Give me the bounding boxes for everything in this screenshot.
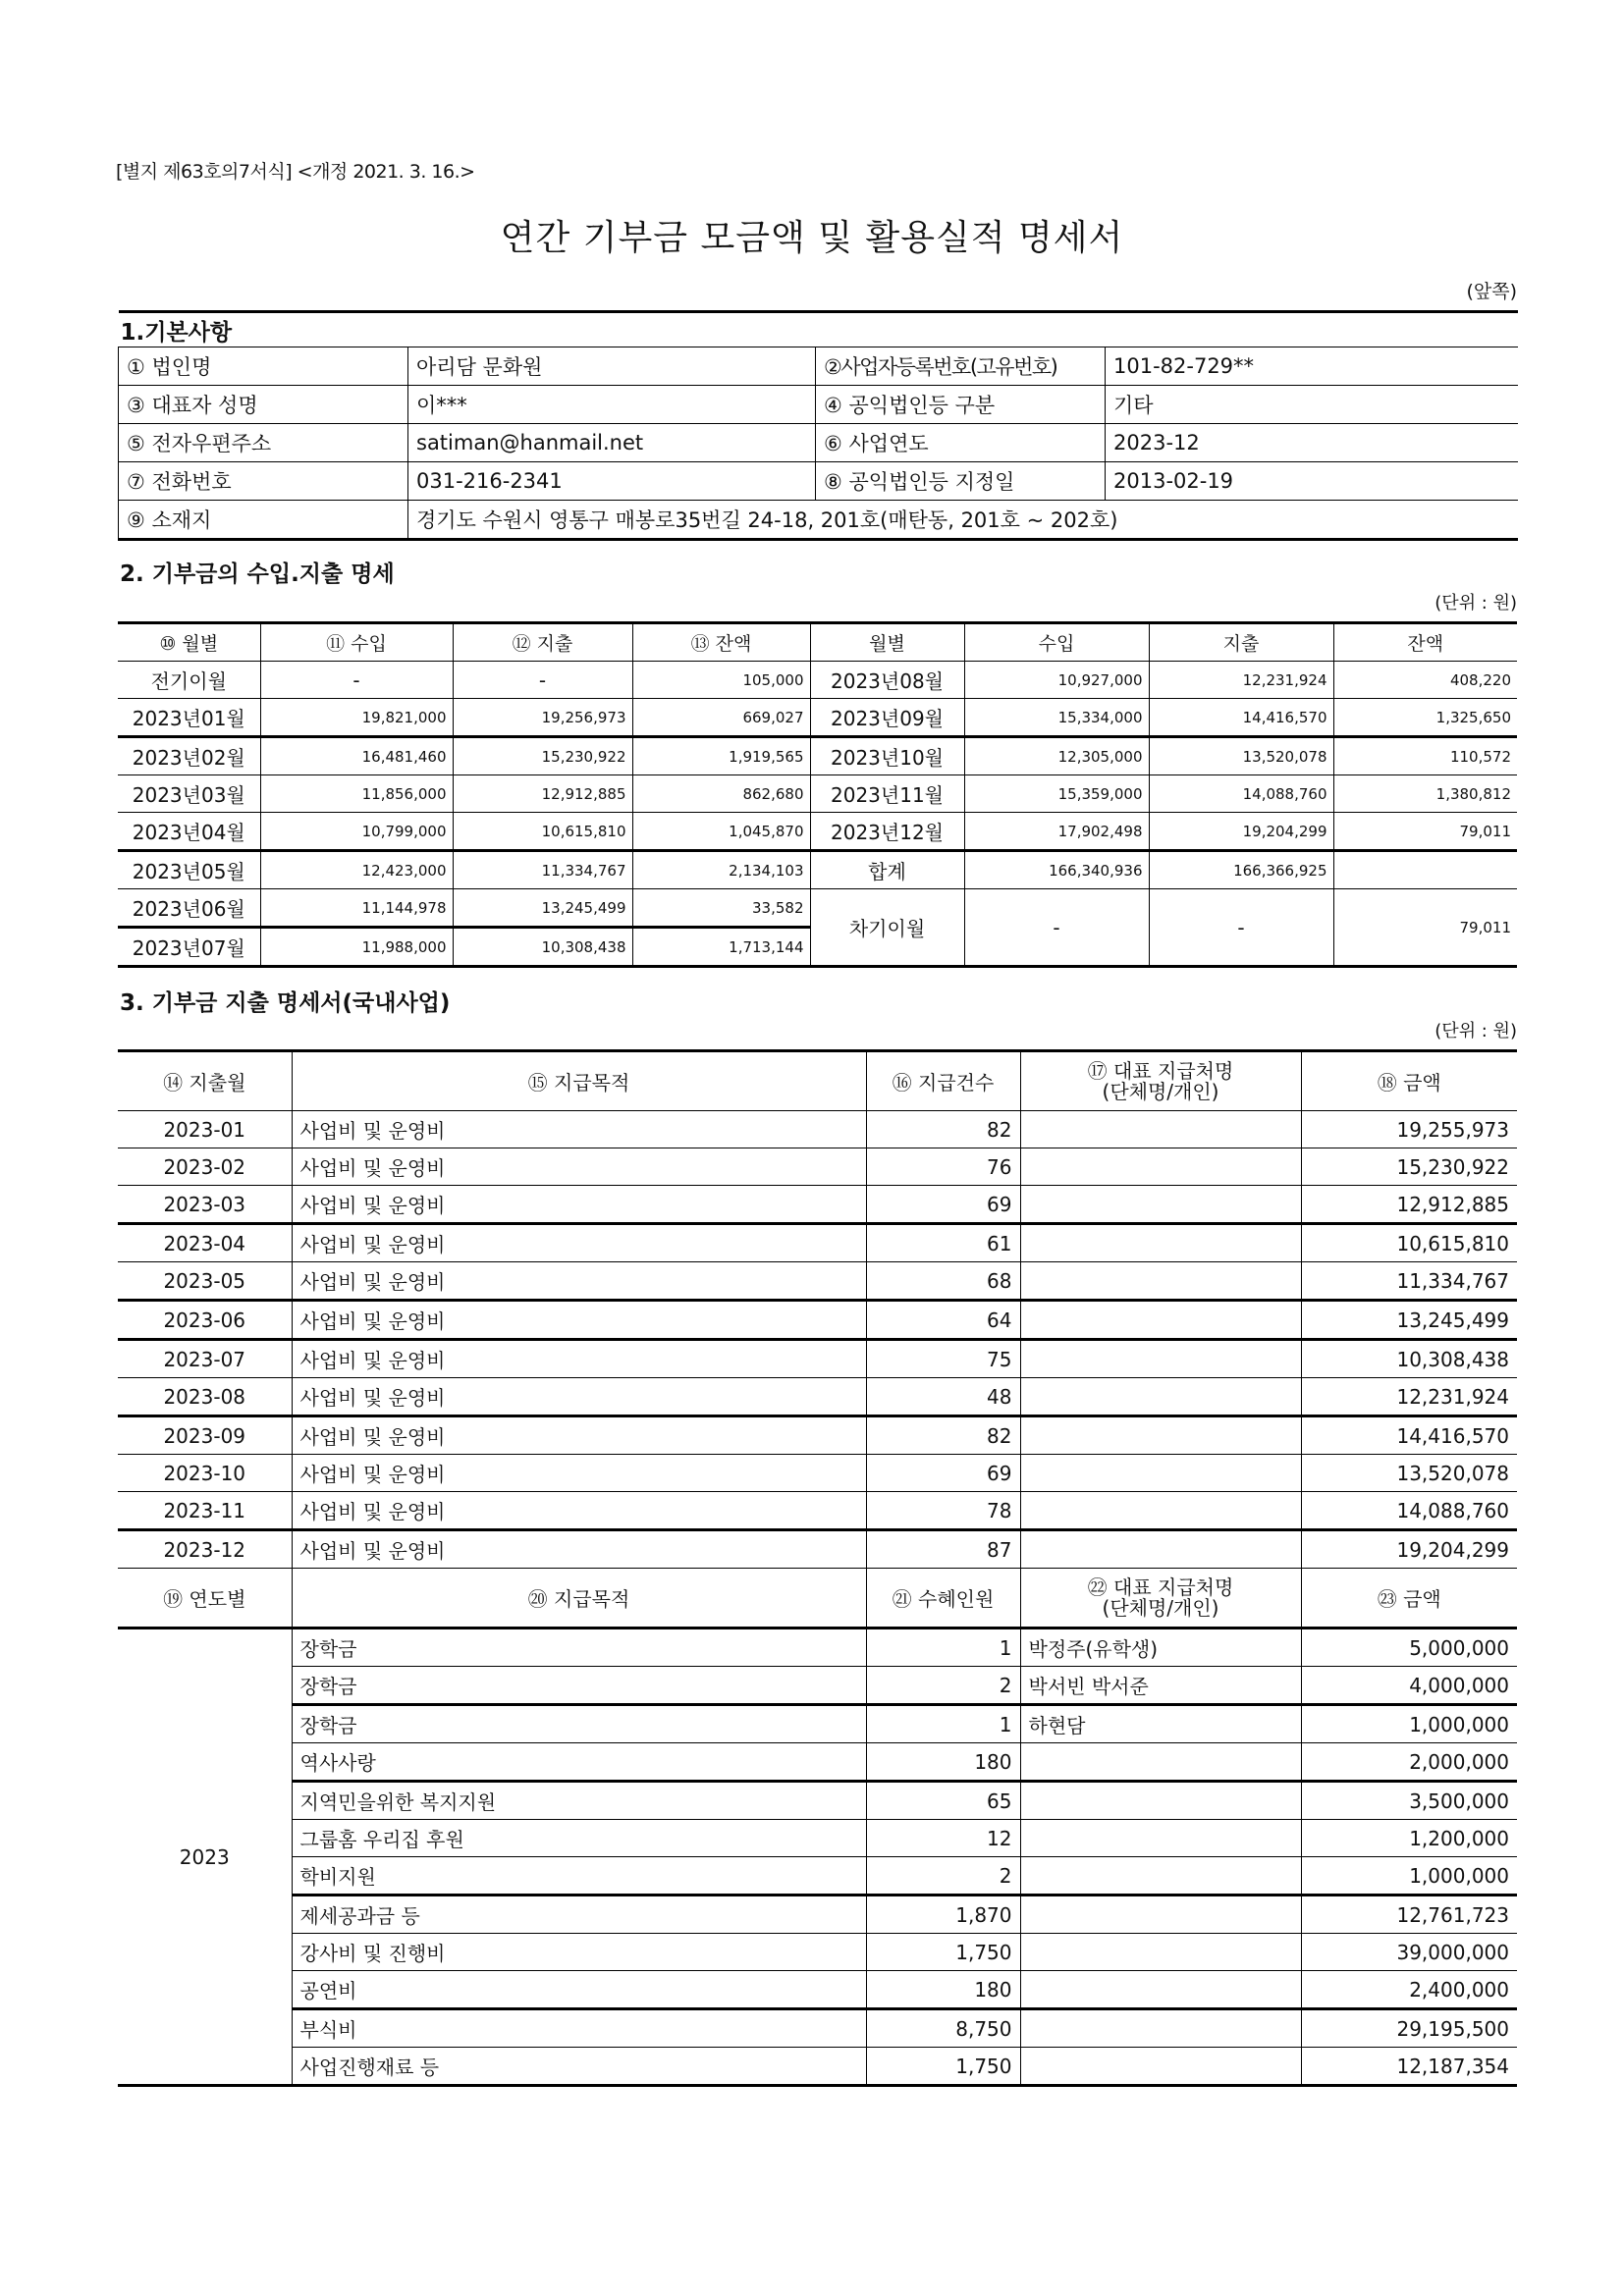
table-row xyxy=(118,1111,1517,1148)
carry-forward-balance: 79,011 xyxy=(1333,889,1517,967)
section3-unit: (단위 : 원) xyxy=(1435,1021,1517,1041)
table-row xyxy=(118,1340,1517,1378)
income-expense-table xyxy=(118,621,1517,968)
payee-cell xyxy=(1020,1262,1301,1301)
payee-cell xyxy=(1020,1340,1301,1378)
count-cell: 87 xyxy=(866,1530,1020,1569)
purpose-cell: 사업비 및 운영비 xyxy=(292,1301,866,1340)
table-row xyxy=(118,2048,1517,2086)
col-header-income: 수입 xyxy=(964,623,1149,662)
income-cell: 17,902,498 xyxy=(964,813,1149,851)
info-label: ① 법인명 xyxy=(119,347,408,386)
table-row xyxy=(118,775,1517,813)
month-cell: 전기이월 xyxy=(118,662,260,699)
address-value: 경기도 수원시 영통구 매봉로35번길 24-18, 201호(매탄동, 201호 ~ 202호) xyxy=(408,501,1518,540)
carry-forward-label: 차기이월 xyxy=(810,889,964,967)
expense-cell: 13,520,078 xyxy=(1149,737,1333,775)
address-label: ⑨ 소재지 xyxy=(119,501,408,540)
payee-cell xyxy=(1020,1934,1301,1971)
col-header-expense: 지출 xyxy=(1149,623,1333,662)
table-row xyxy=(118,1492,1517,1530)
col-header-expense: ⑫ 지출 xyxy=(453,623,632,662)
table-row xyxy=(118,1148,1517,1186)
amount-cell: 10,615,810 xyxy=(1301,1224,1517,1262)
count-cell: 76 xyxy=(866,1148,1020,1186)
month-cell: 2023-08 xyxy=(118,1378,292,1416)
payee-cell xyxy=(1020,1743,1301,1782)
purpose-cell: 공연비 xyxy=(292,1971,866,2009)
count-cell: 48 xyxy=(866,1378,1020,1416)
count-cell: 64 xyxy=(866,1301,1020,1340)
beneficiaries-cell: 1 xyxy=(866,1705,1020,1743)
amount-cell: 14,416,570 xyxy=(1301,1416,1517,1455)
purpose-cell: 역사사랑 xyxy=(292,1743,866,1782)
income-cell: 15,359,000 xyxy=(964,775,1149,813)
col-header-amount: ⑱ 금액 xyxy=(1301,1051,1517,1111)
table-row xyxy=(118,1971,1517,2009)
count-cell: 82 xyxy=(866,1416,1020,1455)
income-cell: 10,927,000 xyxy=(964,662,1149,699)
info-label: ④ 공익법인등 구분 xyxy=(816,386,1106,424)
balance-cell: 862,680 xyxy=(632,775,810,813)
count-cell: 82 xyxy=(866,1111,1020,1148)
payee-cell xyxy=(1020,2009,1301,2048)
amount-cell: 2,000,000 xyxy=(1301,1743,1517,1782)
table-row xyxy=(118,1455,1517,1492)
month-cell: 2023년09월 xyxy=(810,699,964,737)
amount-cell: 4,000,000 xyxy=(1301,1667,1517,1705)
month-cell: 2023-05 xyxy=(118,1262,292,1301)
info-value: 101-82-729** xyxy=(1106,347,1518,386)
purpose-cell: 사업비 및 운영비 xyxy=(292,1530,866,1569)
balance-cell: 79,011 xyxy=(1333,813,1517,851)
purpose-cell: 강사비 및 진행비 xyxy=(292,1934,866,1971)
purpose-cell: 사업비 및 운영비 xyxy=(292,1416,866,1455)
beneficiaries-cell: 180 xyxy=(866,1971,1020,2009)
purpose-cell: 사업비 및 운영비 xyxy=(292,1378,866,1416)
amount-cell: 39,000,000 xyxy=(1301,1934,1517,1971)
amount-cell: 19,204,299 xyxy=(1301,1530,1517,1569)
beneficiaries-cell: 180 xyxy=(866,1743,1020,1782)
balance-cell: 1,045,870 xyxy=(632,813,810,851)
section2-unit: (단위 : 원) xyxy=(1435,593,1517,614)
table-row xyxy=(118,737,1517,775)
beneficiaries-cell: 1,750 xyxy=(866,2048,1020,2086)
month-cell: 2023년12월 xyxy=(810,813,964,851)
col-header-year: ⑲ 연도별 xyxy=(118,1569,292,1629)
payee-cell xyxy=(1020,1111,1301,1148)
info-label: ⑥ 사업연도 xyxy=(816,424,1106,462)
month-cell: 2023년02월 xyxy=(118,737,260,775)
amount-cell: 1,000,000 xyxy=(1301,1857,1517,1896)
carry-forward-expense: - xyxy=(1149,889,1333,967)
table-row xyxy=(118,1782,1517,1820)
payee-cell xyxy=(1020,1782,1301,1820)
income-cell: - xyxy=(260,662,453,699)
total-balance xyxy=(1333,851,1517,889)
amount-cell: 19,255,973 xyxy=(1301,1111,1517,1148)
purpose-cell: 학비지원 xyxy=(292,1857,866,1896)
table-row xyxy=(118,2009,1517,2048)
purpose-cell: 사업진행재료 등 xyxy=(292,2048,866,2086)
col-header-month: ⑭ 지출월 xyxy=(118,1051,292,1111)
count-cell: 69 xyxy=(866,1186,1020,1224)
purpose-cell: 사업비 및 운영비 xyxy=(292,1148,866,1186)
month-cell: 2023년06월 xyxy=(118,889,260,928)
amount-cell: 14,088,760 xyxy=(1301,1492,1517,1530)
col-header-amount: ㉓ 금액 xyxy=(1301,1569,1517,1629)
beneficiaries-cell: 2 xyxy=(866,1857,1020,1896)
section3-title: 3. 기부금 지출 명세서(국내사업) xyxy=(120,990,451,1016)
info-row xyxy=(119,386,1518,424)
table-row xyxy=(118,1301,1517,1340)
table-row xyxy=(118,1629,1517,1667)
table-row xyxy=(118,889,1517,928)
form-reference: [별지 제63호의7서식] <개정 2021. 3. 16.> xyxy=(116,161,475,183)
expense-cell: 10,615,810 xyxy=(453,813,632,851)
info-row xyxy=(119,424,1518,462)
month-cell: 2023-02 xyxy=(118,1148,292,1186)
beneficiaries-cell: 65 xyxy=(866,1782,1020,1820)
payee-cell xyxy=(1020,1896,1301,1934)
month-cell: 2023년08월 xyxy=(810,662,964,699)
beneficiaries-cell: 1,870 xyxy=(866,1896,1020,1934)
income-cell: 11,856,000 xyxy=(260,775,453,813)
table-row xyxy=(118,813,1517,851)
payee-cell xyxy=(1020,2048,1301,2086)
info-label: ⑤ 전자우편주소 xyxy=(119,424,408,462)
amount-cell: 13,245,499 xyxy=(1301,1301,1517,1340)
expense-cell: 12,231,924 xyxy=(1149,662,1333,699)
table-row xyxy=(118,1896,1517,1934)
beneficiaries-cell: 2 xyxy=(866,1667,1020,1705)
count-cell: 75 xyxy=(866,1340,1020,1378)
balance-cell: 1,380,812 xyxy=(1333,775,1517,813)
info-value: 2023-12 xyxy=(1106,424,1518,462)
purpose-cell: 사업비 및 운영비 xyxy=(292,1111,866,1148)
info-label: ②사업자등록번호(고유번호) xyxy=(816,347,1106,386)
count-cell: 78 xyxy=(866,1492,1020,1530)
expense-cell: 15,230,922 xyxy=(453,737,632,775)
col-header-purpose: ⑳ 지급목적 xyxy=(292,1569,866,1629)
month-cell: 2023-07 xyxy=(118,1340,292,1378)
table-row xyxy=(118,1186,1517,1224)
purpose-cell: 사업비 및 운영비 xyxy=(292,1224,866,1262)
info-value: 기타 xyxy=(1106,386,1518,424)
year-cell: 2023 xyxy=(118,1629,292,2086)
amount-cell: 12,912,885 xyxy=(1301,1186,1517,1224)
col-header-income: ⑪ 수입 xyxy=(260,623,453,662)
balance-cell: 105,000 xyxy=(632,662,810,699)
table-row xyxy=(118,851,1517,889)
month-cell: 2023-06 xyxy=(118,1301,292,1340)
col-header-balance: ⑬ 잔액 xyxy=(632,623,810,662)
col-header-balance: 잔액 xyxy=(1333,623,1517,662)
amount-cell: 12,761,723 xyxy=(1301,1896,1517,1934)
purpose-cell: 장학금 xyxy=(292,1629,866,1667)
purpose-cell: 장학금 xyxy=(292,1667,866,1705)
income-cell: 10,799,000 xyxy=(260,813,453,851)
table-row xyxy=(118,1262,1517,1301)
expense-cell: 11,334,767 xyxy=(453,851,632,889)
count-cell: 69 xyxy=(866,1455,1020,1492)
amount-cell: 1,200,000 xyxy=(1301,1820,1517,1857)
month-cell: 2023-12 xyxy=(118,1530,292,1569)
amount-cell: 29,195,500 xyxy=(1301,2009,1517,2048)
income-cell: 12,423,000 xyxy=(260,851,453,889)
payee-header-line2: (단체명/개인) xyxy=(1102,1079,1219,1103)
balance-cell: 33,582 xyxy=(632,889,810,928)
expense-cell: 13,245,499 xyxy=(453,889,632,928)
info-value: 이*** xyxy=(408,386,816,424)
month-cell: 2023-09 xyxy=(118,1416,292,1455)
payee-cell xyxy=(1020,1378,1301,1416)
payee-cell xyxy=(1020,1971,1301,2009)
table-header-row xyxy=(118,1569,1517,1629)
info-label: ③ 대표자 성명 xyxy=(119,386,408,424)
purpose-cell: 부식비 xyxy=(292,2009,866,2048)
month-cell: 2023년04월 xyxy=(118,813,260,851)
payee-cell xyxy=(1020,1186,1301,1224)
col-header-payee xyxy=(1020,1051,1301,1111)
address-row xyxy=(119,501,1518,540)
info-value: satiman@hanmail.net xyxy=(408,424,816,462)
count-cell: 68 xyxy=(866,1262,1020,1301)
col-header-beneficiaries: ㉑ 수혜인원 xyxy=(866,1569,1020,1629)
info-value: 아리담 문화원 xyxy=(408,347,816,386)
payee-cell xyxy=(1020,1857,1301,1896)
income-cell: 16,481,460 xyxy=(260,737,453,775)
payee-cell xyxy=(1020,1455,1301,1492)
month-cell: 2023-03 xyxy=(118,1186,292,1224)
payee-cell xyxy=(1020,1301,1301,1340)
info-label: ⑦ 전화번호 xyxy=(119,462,408,501)
basic-info-table xyxy=(118,310,1518,541)
payee-header-line1: ㉒ 대표 지급처명 xyxy=(1087,1575,1234,1599)
purpose-cell: 사업비 및 운영비 xyxy=(292,1455,866,1492)
table-row xyxy=(118,699,1517,737)
expense-cell: 12,912,885 xyxy=(453,775,632,813)
amount-cell: 5,000,000 xyxy=(1301,1629,1517,1667)
expense-cell: - xyxy=(453,662,632,699)
month-cell: 2023-11 xyxy=(118,1492,292,1530)
expense-cell: 19,256,973 xyxy=(453,699,632,737)
payee-cell: 박정주(유학생) xyxy=(1020,1629,1301,1667)
purpose-cell: 지역민을위한 복지지원 xyxy=(292,1782,866,1820)
month-cell: 2023년05월 xyxy=(118,851,260,889)
amount-cell: 3,500,000 xyxy=(1301,1782,1517,1820)
beneficiaries-cell: 1,750 xyxy=(866,1934,1020,1971)
table-row xyxy=(118,1378,1517,1416)
amount-cell: 2,400,000 xyxy=(1301,1971,1517,2009)
table-row xyxy=(118,1416,1517,1455)
purpose-cell: 제세공과금 등 xyxy=(292,1896,866,1934)
info-value: 2013-02-19 xyxy=(1106,462,1518,501)
yearly-rows xyxy=(118,1629,1517,2086)
table-row xyxy=(118,1667,1517,1705)
table-row xyxy=(118,1820,1517,1857)
payee-cell xyxy=(1020,1224,1301,1262)
total-income: 166,340,936 xyxy=(964,851,1149,889)
table-row xyxy=(118,1857,1517,1896)
payee-cell xyxy=(1020,1530,1301,1569)
amount-cell: 13,520,078 xyxy=(1301,1455,1517,1492)
col-header-month: 월별 xyxy=(810,623,964,662)
document-title: 연간 기부금 모금액 및 활용실적 명세서 xyxy=(500,218,1124,258)
payee-cell xyxy=(1020,1416,1301,1455)
purpose-cell: 사업비 및 운영비 xyxy=(292,1186,866,1224)
payee-header-line1: ⑰ 대표 지급처명 xyxy=(1087,1058,1234,1083)
purpose-cell: 장학금 xyxy=(292,1705,866,1743)
expense-cell: 19,204,299 xyxy=(1149,813,1333,851)
page-side-note: (앞쪽) xyxy=(1466,281,1517,302)
amount-cell: 15,230,922 xyxy=(1301,1148,1517,1186)
col-header-payee xyxy=(1020,1569,1301,1629)
section1-title: 1.기본사항 xyxy=(119,312,1518,347)
total-label: 합계 xyxy=(810,851,964,889)
count-cell: 61 xyxy=(866,1224,1020,1262)
payee-cell xyxy=(1020,1492,1301,1530)
expense-cell: 14,088,760 xyxy=(1149,775,1333,813)
purpose-cell: 그룹홈 우리집 후원 xyxy=(292,1820,866,1857)
purpose-cell: 사업비 및 운영비 xyxy=(292,1492,866,1530)
balance-cell: 1,325,650 xyxy=(1333,699,1517,737)
amount-cell: 11,334,767 xyxy=(1301,1262,1517,1301)
income-cell: 15,334,000 xyxy=(964,699,1149,737)
info-row xyxy=(119,347,1518,386)
payee-cell xyxy=(1020,1148,1301,1186)
carry-forward-income: - xyxy=(964,889,1149,967)
amount-cell: 12,231,924 xyxy=(1301,1378,1517,1416)
table-row xyxy=(118,1743,1517,1782)
month-cell: 2023-04 xyxy=(118,1224,292,1262)
month-cell: 2023년07월 xyxy=(118,928,260,967)
income-cell: 11,988,000 xyxy=(260,928,453,967)
income-cell: 12,305,000 xyxy=(964,737,1149,775)
payee-cell xyxy=(1020,1820,1301,1857)
month-cell: 2023-10 xyxy=(118,1455,292,1492)
info-value: 031-216-2341 xyxy=(408,462,816,501)
purpose-cell: 사업비 및 운영비 xyxy=(292,1340,866,1378)
payee-cell: 하현담 xyxy=(1020,1705,1301,1743)
table-header-row xyxy=(118,623,1517,662)
col-header-month: ⑩ 월별 xyxy=(118,623,260,662)
info-label: ⑧ 공익법인등 지정일 xyxy=(816,462,1106,501)
month-cell: 2023-01 xyxy=(118,1111,292,1148)
month-cell: 2023년01월 xyxy=(118,699,260,737)
table-row xyxy=(118,662,1517,699)
balance-cell: 408,220 xyxy=(1333,662,1517,699)
amount-cell: 12,187,354 xyxy=(1301,2048,1517,2086)
info-row xyxy=(119,462,1518,501)
balance-cell: 110,572 xyxy=(1333,737,1517,775)
beneficiaries-cell: 12 xyxy=(866,1820,1020,1857)
expenditure-table xyxy=(118,1049,1517,2087)
table-row xyxy=(118,1705,1517,1743)
balance-cell: 1,919,565 xyxy=(632,737,810,775)
payee-header-line2: (단체명/개인) xyxy=(1102,1595,1219,1620)
beneficiaries-cell: 8,750 xyxy=(866,2009,1020,2048)
payee-cell: 박서빈 박서준 xyxy=(1020,1667,1301,1705)
amount-cell: 10,308,438 xyxy=(1301,1340,1517,1378)
beneficiaries-cell: 1 xyxy=(866,1629,1020,1667)
month-cell: 2023년03월 xyxy=(118,775,260,813)
section2-title: 2. 기부금의 수입.지출 명세 xyxy=(120,561,395,587)
balance-cell: 2,134,103 xyxy=(632,851,810,889)
balance-cell: 1,713,144 xyxy=(632,928,810,967)
total-expense: 166,366,925 xyxy=(1149,851,1333,889)
month-cell: 2023년11월 xyxy=(810,775,964,813)
expense-cell: 14,416,570 xyxy=(1149,699,1333,737)
income-cell: 11,144,978 xyxy=(260,889,453,928)
monthly-rows xyxy=(118,1111,1517,1569)
balance-cell: 669,027 xyxy=(632,699,810,737)
col-header-purpose: ⑮ 지급목적 xyxy=(292,1051,866,1111)
table-row xyxy=(118,1530,1517,1569)
income-cell: 19,821,000 xyxy=(260,699,453,737)
expense-cell: 10,308,438 xyxy=(453,928,632,967)
table-row xyxy=(118,1934,1517,1971)
purpose-cell: 사업비 및 운영비 xyxy=(292,1262,866,1301)
table-header-row xyxy=(118,1051,1517,1111)
month-cell: 2023년10월 xyxy=(810,737,964,775)
col-header-count: ⑯ 지급건수 xyxy=(866,1051,1020,1111)
amount-cell: 1,000,000 xyxy=(1301,1705,1517,1743)
table-row xyxy=(118,1224,1517,1262)
